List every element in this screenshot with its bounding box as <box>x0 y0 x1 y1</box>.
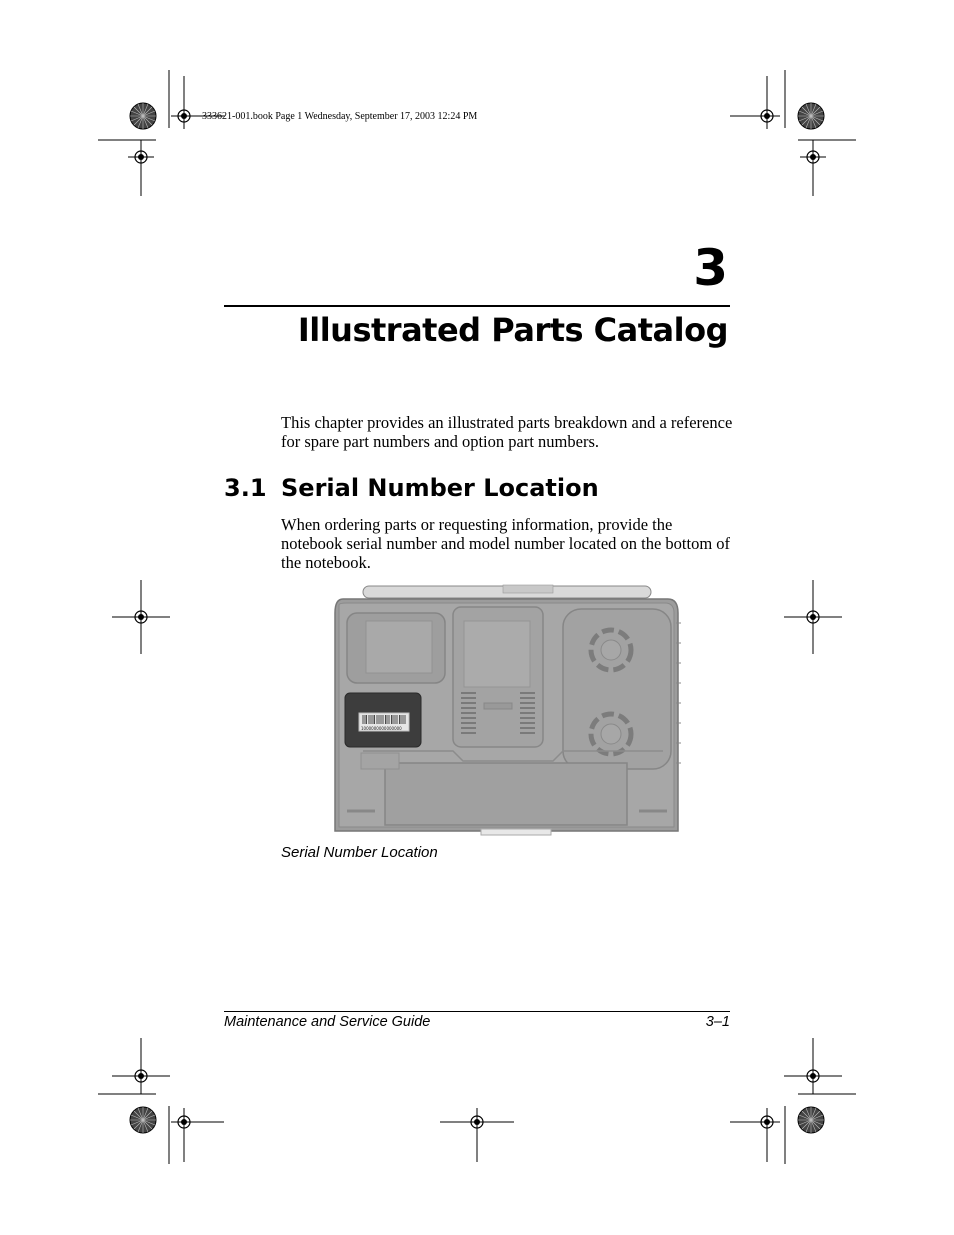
footer-title: Maintenance and Service Guide <box>224 1014 431 1030</box>
figure-caption: Serial Number Location <box>281 844 438 861</box>
chapter-rule <box>224 305 730 307</box>
section-paragraph: When ordering parts or requesting information, provide the notebook serial number and model number located on the bottom of the notebook. <box>281 515 731 572</box>
intro-paragraph: This chapter provides an illustrated parts breakdown and a reference for spare part numbers and option part numbers. <box>281 413 733 451</box>
section-title: Serial Number Location <box>281 474 599 502</box>
serial-label-text: 1000000000000000 <box>361 726 402 731</box>
page-number: 3–1 <box>705 1014 730 1030</box>
chapter-number: 3 <box>693 239 728 297</box>
footer-rule <box>224 1011 730 1012</box>
notebook-bottom-figure <box>333 583 681 837</box>
file-slug: 333621-001.book Page 1 Wednesday, September 17, 2003 12:24 PM <box>202 111 478 122</box>
chapter-title: Illustrated Parts Catalog <box>297 311 728 349</box>
section-heading <box>224 472 599 504</box>
section-number: 3.1 <box>224 474 267 502</box>
